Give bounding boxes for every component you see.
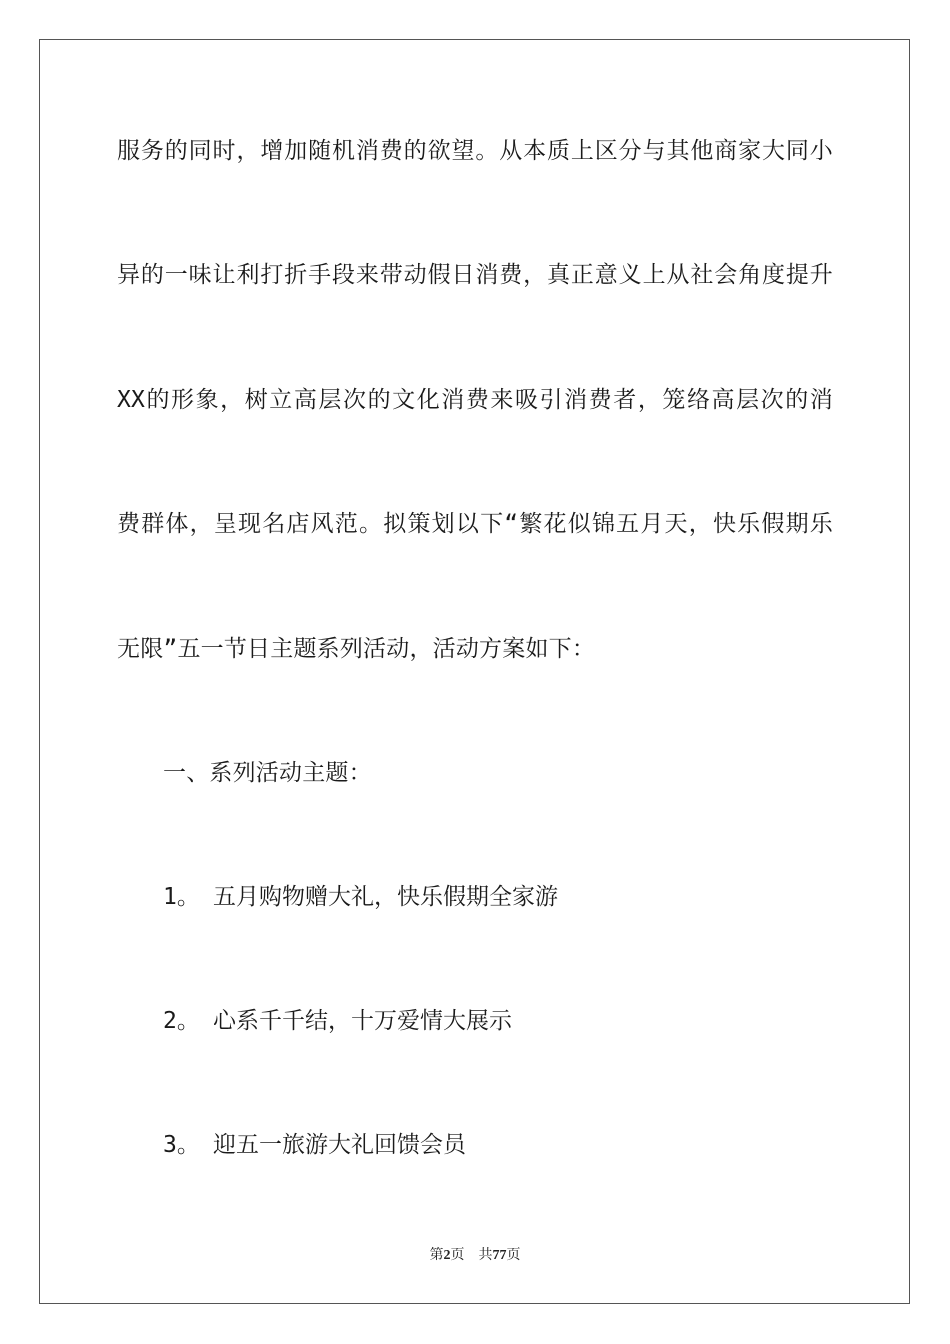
- section-heading: 一、系列活动主题：: [163, 760, 372, 786]
- list-item-text: 心系千千结，十万爱情大展示: [213, 1008, 512, 1034]
- list-item-text: 迎五一旅游大礼回馈会员: [213, 1132, 466, 1158]
- list-item-number: 1。: [163, 884, 200, 910]
- paragraph-line-1: 服务的同时，增加随机消费的欲望。从本质上区分与其他商家大同小: [117, 138, 833, 164]
- footer-page-suffix: 页: [450, 1248, 465, 1263]
- page-frame: [39, 39, 910, 1304]
- list-item: [163, 1130, 466, 1160]
- paragraph-line-5: 无限”五一节日主题系列活动，活动方案如下：: [117, 636, 596, 662]
- footer-total-suffix: 页: [506, 1248, 521, 1263]
- footer-page-prefix: 第: [429, 1248, 444, 1263]
- list-item: [163, 1006, 512, 1036]
- list-item: [163, 882, 558, 912]
- list-item-number: 2。: [163, 1008, 200, 1034]
- paragraph-line-3: XX的形象，树立高层次的文化消费来吸引消费者，笼络高层次的消: [117, 387, 833, 413]
- paragraph-line-4: 费群体，呈现名店风范。拟策划以下“繁花似锦五月天，快乐假期乐: [117, 511, 833, 537]
- footer-total-pages: 77: [492, 1248, 507, 1263]
- paragraph-line-2: 异的一味让利打折手段来带动假日消费，真正意义上从社会角度提升: [117, 262, 833, 288]
- footer-total-prefix: 共: [478, 1248, 493, 1263]
- page-footer: [0, 1247, 950, 1265]
- list-item-text: 五月购物赠大礼，快乐假期全家游: [213, 884, 558, 910]
- footer-page-number: 2: [443, 1248, 451, 1263]
- list-item-number: 3。: [163, 1132, 200, 1158]
